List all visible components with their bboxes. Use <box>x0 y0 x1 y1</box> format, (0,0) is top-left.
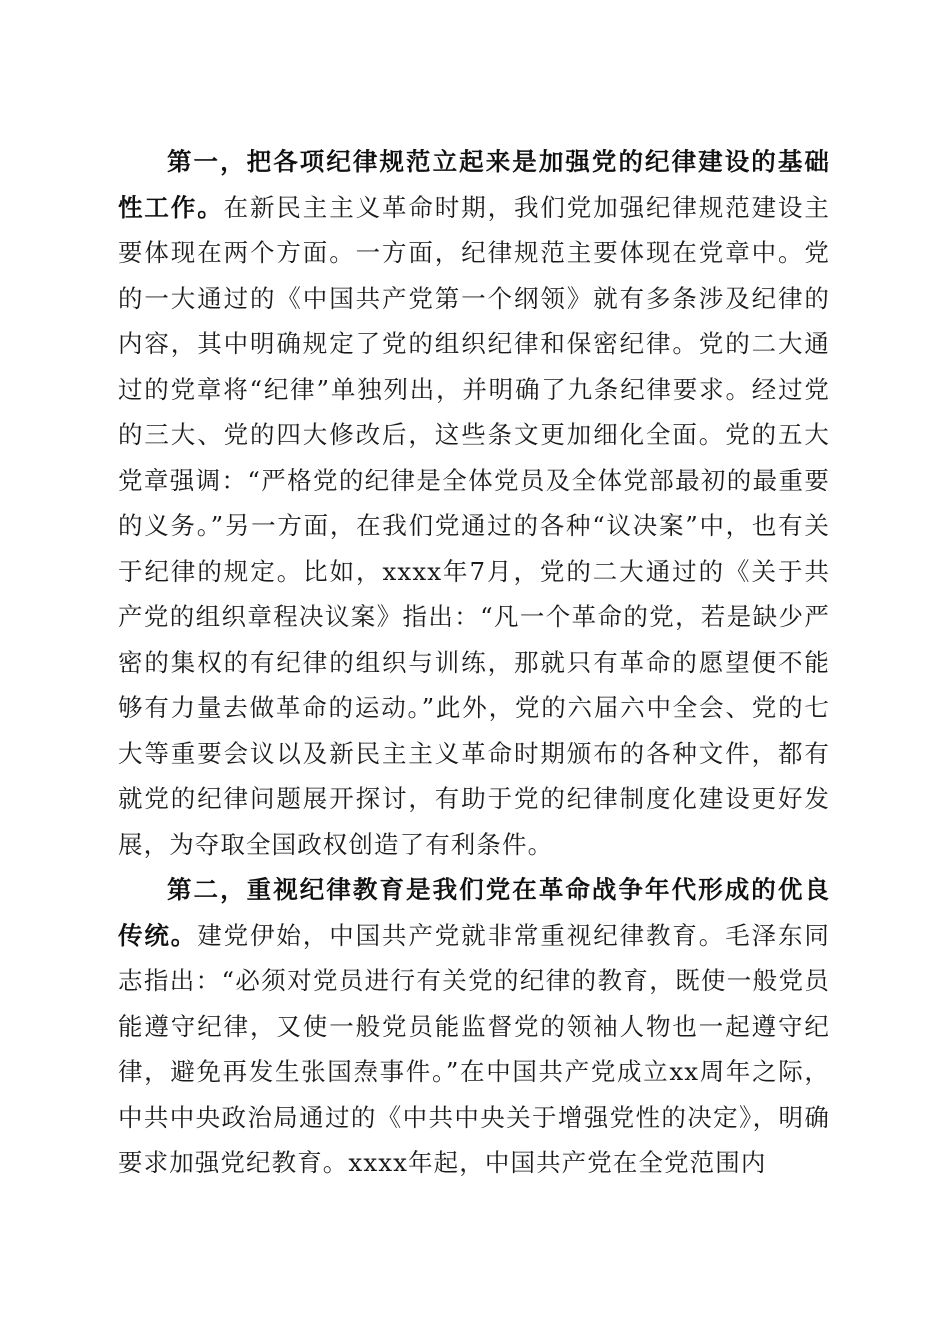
paragraph-first-text: 在新民主主义革命时期，我们党加强纪律规范建设主要体现在两个方面。一方面，纪律规范主要体现在党章中。党的一大通过的《中国共产党第一个纲领》就有多条涉及纪律的内容，其中明确规定了党的组织纪律和保密纪律。党的二大通过的党章将“纪律”单独列出，并明确了九条纪律要求。经过党的三大、党的四大修改后，这些条文更加细化全面。党的五大党章强调：“严格党的纪律是全体党员及全体党部最初的最重要的义务。”另一方面，在我们党通过的各种“议决案”中，也有关于纪律的规定。比如，xxxx年7月，党的二大通过的《关于共产党的组织章程决议案》指出：“凡一个革命的党，若是缺少严密的集权的有纪律的组织与训练，那就只有革命的愿望便不能够有力量去做革命的运动。”此外，党的六届六中全会、党的七大等重要会议以及新民主主义革命时期颁布的各种文件，都有就党的纪律问题展开探讨，有助于党的纪律制度化建设更好发展，为夺取全国政权创造了有利条件。 <box>118 192 830 859</box>
paragraph-second <box>118 867 830 1186</box>
paragraph-second-heading: 第二，重视纪律教育是我们党在革命战争年代形成的优良传统。 <box>118 875 830 950</box>
document-body <box>118 139 830 1186</box>
paragraph-first <box>118 139 830 867</box>
paragraph-second-text: 建党伊始，中国共产党就非常重视纪律教育。毛泽东同志指出：“必须对党员进行有关党的纪律的教育，既使一般党员能遵守纪律，又使一般党员能监督党的领袖人物也一起遵守纪律，避免再发生张国焘事件。”在中国共产党成立xx周年之际，中共中央政治局通过的《中共中央关于增强党性的决定》，明确要求加强党纪教育。xxxx年起，中国共产党在全党范围内 <box>118 920 830 1177</box>
paragraph-first-heading: 第一，把各项纪律规范立起来是加强党的纪律建设的基础性工作。 <box>118 147 830 222</box>
